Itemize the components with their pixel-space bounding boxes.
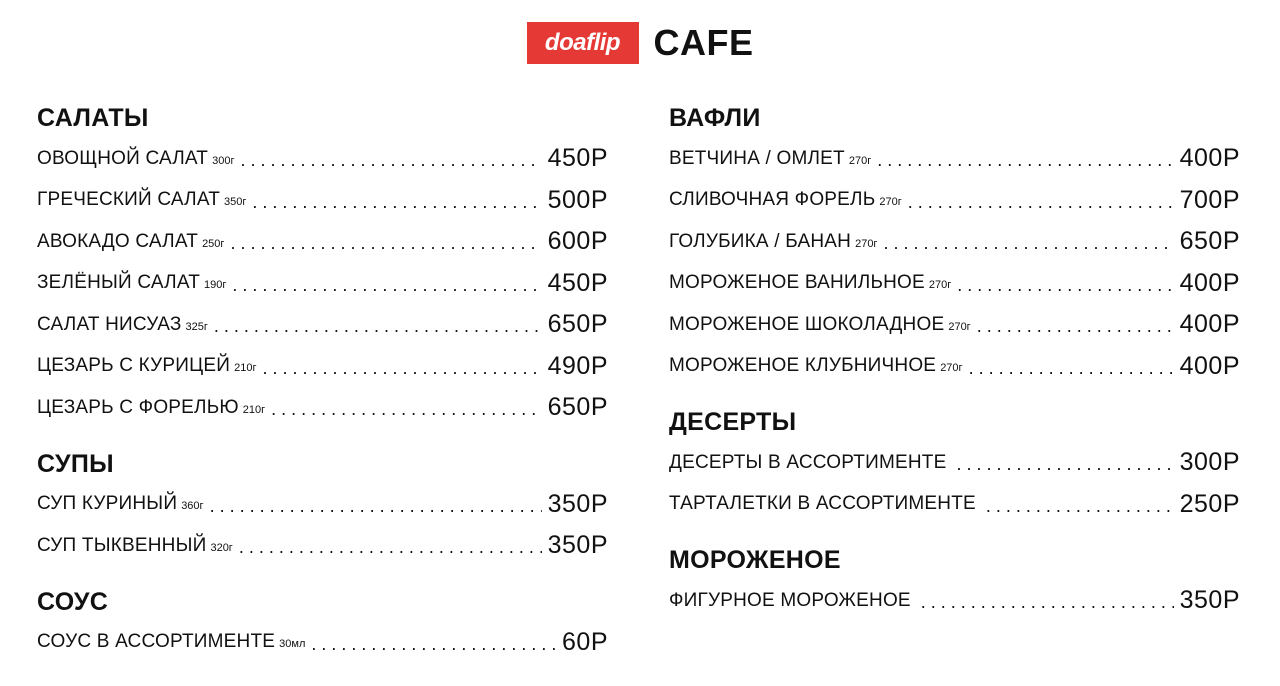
item-weight: 360г bbox=[181, 500, 204, 513]
menu-item bbox=[669, 304, 1240, 346]
menu-section-soups bbox=[37, 444, 608, 567]
item-weight: 270г bbox=[940, 362, 963, 375]
item-name: СУП КУРИНЫЙ bbox=[37, 493, 178, 515]
section-title: ВАФЛИ bbox=[669, 104, 761, 132]
item-name: ГОЛУБИКА / БАНАН bbox=[669, 230, 852, 252]
dot-leader bbox=[232, 275, 541, 296]
dot-leader bbox=[957, 275, 1173, 296]
menu-item bbox=[37, 525, 608, 567]
menu-section-sauce bbox=[37, 582, 608, 664]
menu-item bbox=[37, 221, 608, 263]
item-price: 400Р bbox=[1179, 351, 1240, 380]
menu-section-desserts bbox=[669, 402, 1240, 525]
item-price: 300Р bbox=[1179, 448, 1240, 477]
menu-section-ice-cream bbox=[669, 540, 1240, 622]
item-price: 450Р bbox=[547, 144, 608, 173]
item-weight: 270г bbox=[855, 237, 878, 250]
menu-section-salads bbox=[37, 98, 608, 429]
menu-item bbox=[669, 263, 1240, 305]
cafe-title: CAFE bbox=[653, 22, 754, 63]
item-weight: 190г bbox=[204, 279, 227, 292]
item-weight: 300г bbox=[212, 154, 235, 167]
menu-item bbox=[37, 387, 608, 429]
item-price: 450Р bbox=[547, 268, 608, 297]
menu-item bbox=[669, 442, 1240, 484]
item-weight: 30мл bbox=[279, 638, 306, 651]
dot-leader bbox=[921, 592, 1174, 613]
item-name: САЛАТ НИСУАЗ bbox=[37, 313, 182, 335]
dot-leader bbox=[908, 192, 1174, 213]
item-price: 700Р bbox=[1179, 185, 1240, 214]
section-title: САЛАТЫ bbox=[37, 104, 149, 132]
item-price: 250Р bbox=[1179, 489, 1240, 518]
item-name: ОВОЩНОЙ САЛАТ bbox=[37, 147, 209, 169]
dot-leader bbox=[230, 233, 541, 254]
dot-leader bbox=[210, 496, 542, 517]
menu-item bbox=[669, 484, 1240, 526]
menu-item bbox=[37, 484, 608, 526]
item-name: ЦЕЗАРЬ С КУРИЦЕЙ bbox=[37, 355, 231, 377]
dot-leader bbox=[883, 233, 1173, 254]
item-weight: 270г bbox=[848, 154, 872, 167]
item-price: 350Р bbox=[547, 489, 608, 518]
item-name: СЛИВОЧНАЯ ФОРЕЛЬ bbox=[669, 189, 876, 211]
section-title: ДЕСЕРТЫ bbox=[669, 408, 797, 436]
menu-item bbox=[37, 346, 608, 388]
dot-leader bbox=[969, 358, 1174, 379]
dot-leader bbox=[239, 537, 542, 558]
item-name: МОРОЖЕНОЕ ВАНИЛЬНОЕ bbox=[669, 272, 925, 294]
section-title: СУПЫ bbox=[37, 449, 114, 478]
item-name: МОРОЖЕНОЕ ШОКОЛАДНОЕ bbox=[669, 313, 945, 335]
item-weight: 270г bbox=[879, 196, 902, 209]
item-weight: 325г bbox=[185, 320, 208, 333]
item-price: 400Р bbox=[1179, 144, 1240, 173]
item-name: ДЕСЕРТЫ В АССОРТИМЕНТЕ bbox=[669, 451, 947, 473]
item-price: 400Р bbox=[1179, 268, 1240, 297]
dot-leader bbox=[271, 399, 541, 420]
menu-item bbox=[37, 180, 608, 222]
item-name: МОРОЖЕНОЕ КЛУБНИЧНОЕ bbox=[669, 355, 937, 377]
brand-logo: doaflip bbox=[527, 22, 639, 64]
item-weight: 270г bbox=[948, 320, 971, 333]
menu-header bbox=[0, 22, 1280, 64]
menu-item bbox=[669, 138, 1240, 180]
dot-leader bbox=[252, 192, 541, 213]
dot-leader bbox=[977, 316, 1174, 337]
dot-leader bbox=[214, 316, 542, 337]
dot-leader bbox=[263, 358, 542, 379]
item-price: 600Р bbox=[547, 227, 608, 256]
menu-item bbox=[669, 180, 1240, 222]
section-title: СОУС bbox=[37, 587, 109, 616]
dot-leader bbox=[311, 634, 556, 655]
item-weight: 320г bbox=[210, 541, 233, 554]
item-price: 350Р bbox=[547, 531, 608, 560]
item-name: ВЕТЧИНА / ОМЛЕТ bbox=[669, 147, 845, 169]
dot-leader bbox=[877, 150, 1173, 171]
menu-item bbox=[37, 304, 608, 346]
dot-leader bbox=[240, 150, 541, 171]
menu-item bbox=[669, 221, 1240, 263]
item-price: 400Р bbox=[1179, 310, 1240, 339]
item-price: 650Р bbox=[547, 393, 608, 422]
item-name: ГРЕЧЕСКИЙ САЛАТ bbox=[37, 189, 221, 211]
item-name: СОУС В АССОРТИМЕНТЕ bbox=[37, 631, 276, 653]
dot-leader bbox=[986, 496, 1174, 517]
item-weight: 250г bbox=[202, 237, 225, 250]
item-price: 350Р bbox=[1179, 586, 1240, 615]
item-weight: 350г bbox=[224, 196, 247, 209]
item-weight: 270г bbox=[928, 279, 952, 292]
menu-item bbox=[37, 622, 608, 664]
item-price: 650Р bbox=[547, 310, 608, 339]
menu-column-left bbox=[37, 98, 608, 663]
menu-item bbox=[669, 346, 1240, 388]
item-price: 60Р bbox=[562, 627, 608, 656]
item-name: ТАРТАЛЕТКИ В АССОРТИМЕНТЕ bbox=[669, 493, 976, 515]
menu-section-waffles bbox=[669, 98, 1240, 387]
item-price: 650Р bbox=[1179, 227, 1240, 256]
item-name: СУП ТЫКВЕННЫЙ bbox=[37, 534, 207, 556]
item-price: 500Р bbox=[547, 185, 608, 214]
item-weight: 210г bbox=[242, 403, 266, 416]
dot-leader bbox=[956, 454, 1173, 475]
item-name: ЦЕЗАРЬ С ФОРЕЛЬЮ bbox=[37, 396, 239, 418]
menu-column-right bbox=[669, 98, 1240, 622]
section-title: МОРОЖЕНОЕ bbox=[669, 546, 841, 574]
item-name: ЗЕЛЁНЫЙ САЛАТ bbox=[37, 272, 201, 294]
menu-item bbox=[37, 263, 608, 305]
menu-item bbox=[669, 580, 1240, 622]
item-name: АВОКАДО САЛАТ bbox=[37, 230, 199, 252]
item-name: ФИГУРНОЕ МОРОЖЕНОЕ bbox=[669, 589, 911, 611]
item-price: 490Р bbox=[547, 351, 608, 380]
menu-item bbox=[37, 138, 608, 180]
item-weight: 210г bbox=[234, 362, 257, 375]
